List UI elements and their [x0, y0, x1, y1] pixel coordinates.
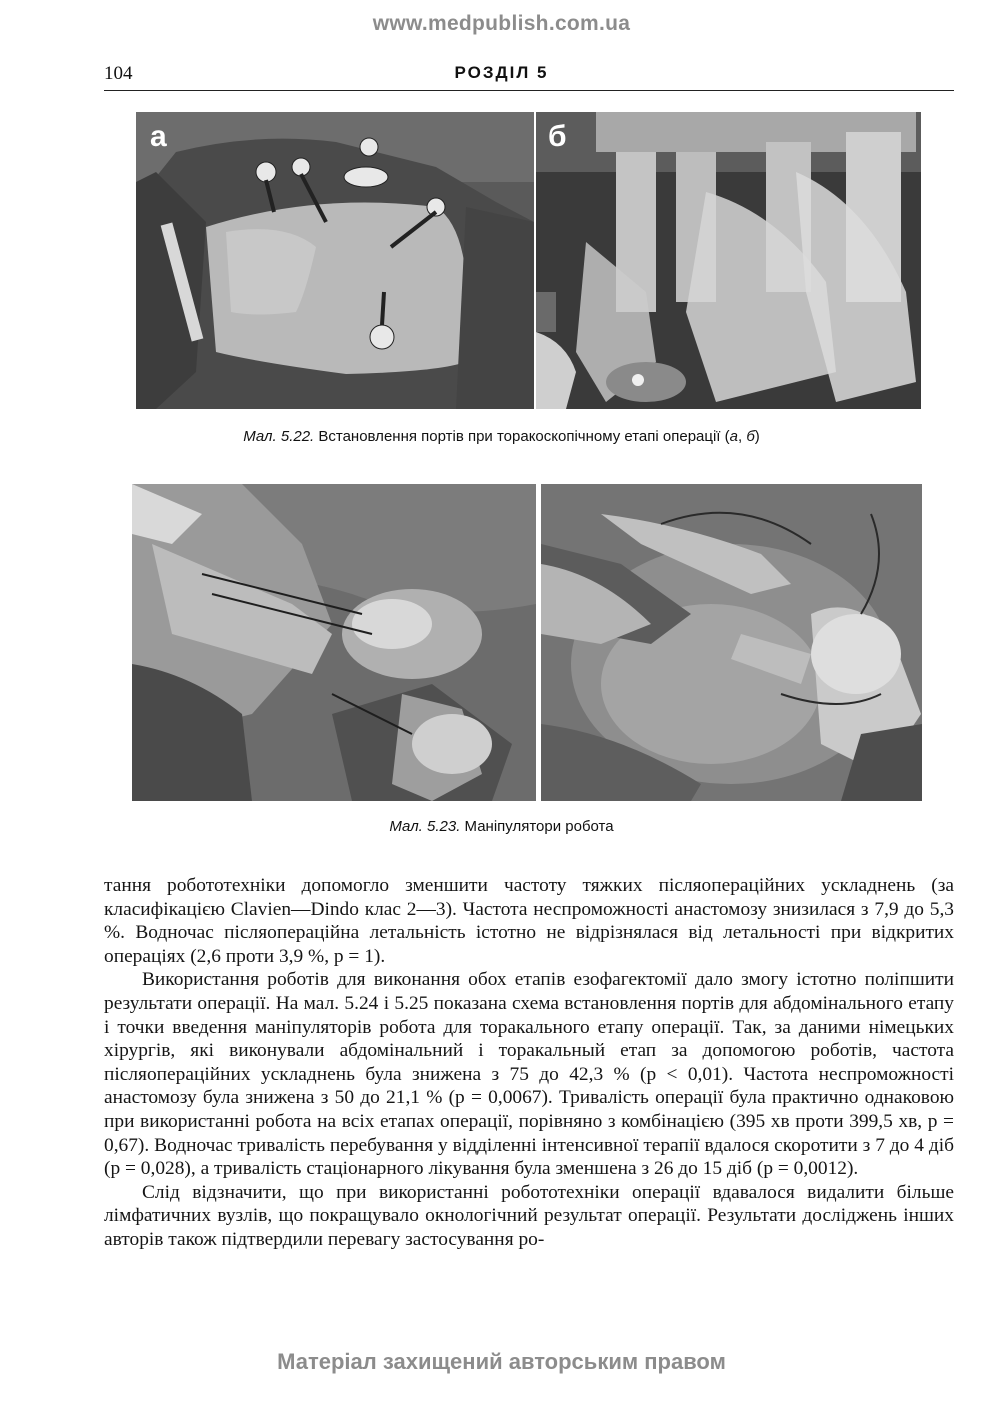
- figure-5-23-photo-right: [541, 484, 922, 801]
- figure-5-22-caption-b: б: [746, 428, 755, 445]
- panel-label-a: а: [150, 120, 167, 153]
- figure-5-23-photo-left: [132, 484, 536, 801]
- figure-5-22-caption-text: Встановлення портів при торакоскопічному етапі операції (: [314, 428, 730, 445]
- figure-5-22-caption-sep: ,: [738, 428, 747, 445]
- body-paragraph-2: Використання роботів для виконання обох етапів езофагектомії дало змогу істотно поліпшити результати операції. На мал. 5.24 і 5.25 показана схема встановлення портів для абдомінального етапу і точки введення маніпуляторів робота для торакального етапу операції. Так, за даними німецьких хірургів, які виконували абдомінальний і торакальный етап за допомогою роботів, частота післяопераційних ускладнень була знижена з 75 до 42,3 % (р < 0,01). Частота неспроможності анастомозу була знижена з 50 до 21,1 % (р = 0,0067). Тривалість операції була практично однаковою при використанні робота на всіх етапах операції, порівняно з комбінацією (395 хв проти 399,5 хв, р = 0,67). Водночас тривалість перебування у відділенні інтенсивної терапії вдалося скоротити з 7 до 4 діб (р = 0,028), а тривалість стаціонарного лікування була зменшена з 26 до 15 діб (р = 0,0012).: [104, 969, 954, 1180]
- figure-5-22-photo-b: [536, 112, 921, 409]
- running-head: РОЗДІЛ 5: [454, 63, 549, 82]
- figure-5-22-caption-a: а: [729, 428, 738, 445]
- header-rule: [104, 90, 954, 91]
- body-paragraph-1: тання робототехніки допомогло зменшити частоту тяжких післяопераційних ускладнень (за класифікацією Clavien—Dindo клас 2—3). Частота неспроможності анастомозу знизилася з 7,9 до 5,3 %. Водночас післяопераційна летальність істотно не відрізнялася від летальності при відкритих операціях (2,6 проти 3,9 %, р = 1).: [104, 875, 954, 967]
- watermark-bottom: Матеріал захищений авторським правом: [277, 1349, 726, 1374]
- watermark-top: www.medpublish.com.ua: [372, 12, 631, 35]
- body-paragraph-3: Слід відзначити, що при використанні робототехніки операції вдавалося видалити більше лімфатичних вузлів, що покращувало окнологічний результат операції. Результати досліджень інших авторів також підтвердили перевагу застосування ро-: [104, 1181, 954, 1250]
- figure-5-23-caption-text: Маніпулятори робота: [460, 818, 614, 835]
- figure-5-22-caption-label: Мал. 5.22.: [243, 428, 315, 445]
- figure-5-22-caption: [0, 428, 1003, 445]
- page-number: 104: [104, 63, 133, 84]
- figure-5-22-caption-close: ): [754, 428, 760, 445]
- figure-5-23-caption: [0, 818, 1003, 835]
- body-text: [104, 874, 954, 1252]
- figure-5-23-caption-label: Мал. 5.23.: [389, 818, 461, 835]
- panel-label-b: б: [548, 120, 567, 153]
- figure-5-22-photo-a: [136, 112, 534, 409]
